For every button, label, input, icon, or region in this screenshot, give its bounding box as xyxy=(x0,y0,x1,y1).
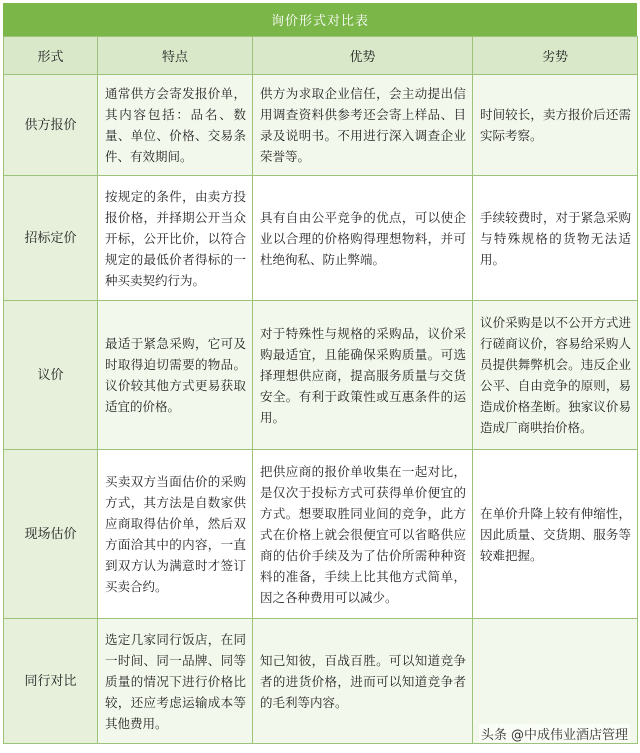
row-features: 选定几家同行饭店，在同一时间、同一品牌、同等质量的情况下进行价格比较，还应考虑运输成本等其他费用。 xyxy=(98,619,253,744)
row-disadvantages: 手续较费时，对于紧急采购与特殊规格的货物无法适用。 xyxy=(473,176,638,301)
row-form-label: 议价 xyxy=(4,301,98,450)
row-form-label: 供方报价 xyxy=(4,75,98,176)
row-advantages: 对于特殊性与规格的采购品，议价采购最适宜，且能确保采购质量。可选择理想供应商，提高服务质量与交货安全。有利于政策性或互惠条件的运用。 xyxy=(253,301,473,450)
table-row xyxy=(4,75,638,176)
table-title: 询价形式对比表 xyxy=(3,3,637,36)
header-advantages: 优势 xyxy=(253,37,473,75)
header-features: 特点 xyxy=(98,37,253,75)
header-disadvantages: 劣势 xyxy=(473,37,638,75)
row-disadvantages: 在单价升降上较有伸缩性，因此质量、交货期、服务等较难把握。 xyxy=(473,450,638,619)
row-advantages: 把供应商的报价单收集在一起对比，是仅次于投标方式可获得单价便宜的方式。想要取胜同业间的竞争，此方式在价格上就会很便宜可以省略供应商的估价手续及为了估价所需种种资料的准备，手续上比其他方式简单，因之各种费用可以减少。 xyxy=(253,450,473,619)
row-features: 买卖双方当面估价的采购方式，其方法是自数家供应商取得估价单，然后双方面洽其中的内容，一直到双方认为满意时才签订买卖合约。 xyxy=(98,450,253,619)
watermark-text: 头条 @中成伟业酒店管理 xyxy=(479,724,630,743)
header-form: 形式 xyxy=(4,37,98,75)
row-advantages: 知己知彼，百战百胜。可以知道竞争者的进货价格，进而可以知道竞争者的毛利等内容。 xyxy=(253,619,473,744)
table-row xyxy=(4,301,638,450)
row-form-label: 同行对比 xyxy=(4,619,98,744)
row-advantages: 具有自由公平竞争的优点，可以使企业以合理的价格购得理想物料，并可杜绝徇私、防止弊端。 xyxy=(253,176,473,301)
table-row xyxy=(4,176,638,301)
row-features: 按规定的条件，由卖方投报价格，并择期公开当众开标，公开比价，以符合规定的最低价者得标的一种买卖契约行为。 xyxy=(98,176,253,301)
row-features: 最适于紧急采购，它可及时取得迫切需要的物品。议价较其他方式更易获取适宜的价格。 xyxy=(98,301,253,450)
row-disadvantages: 议价采购是以不公开方式进行磋商议价，容易给采购人员提供舞弊机会。违反企业公平、自由竞争的原则，易造成价格垄断。独家议价易造成厂商哄抬价格。 xyxy=(473,301,638,450)
comparison-table-frame xyxy=(3,3,637,750)
row-features: 通常供方会寄发报价单，其内容包括：品名、数量、单位、价格、交易条件、有效期间。 xyxy=(98,75,253,176)
header-row xyxy=(4,37,638,75)
table-row xyxy=(4,450,638,619)
row-form-label: 招标定价 xyxy=(4,176,98,301)
row-disadvantages: 时间较长，卖方报价后还需实际考察。 xyxy=(473,75,638,176)
comparison-table xyxy=(3,36,638,744)
row-form-label: 现场估价 xyxy=(4,450,98,619)
row-advantages: 供方为求取企业信任，会主动提出信用调查资料供参考还会寄上样品、目录及说明书。不用进行深入调查企业荣誉等。 xyxy=(253,75,473,176)
